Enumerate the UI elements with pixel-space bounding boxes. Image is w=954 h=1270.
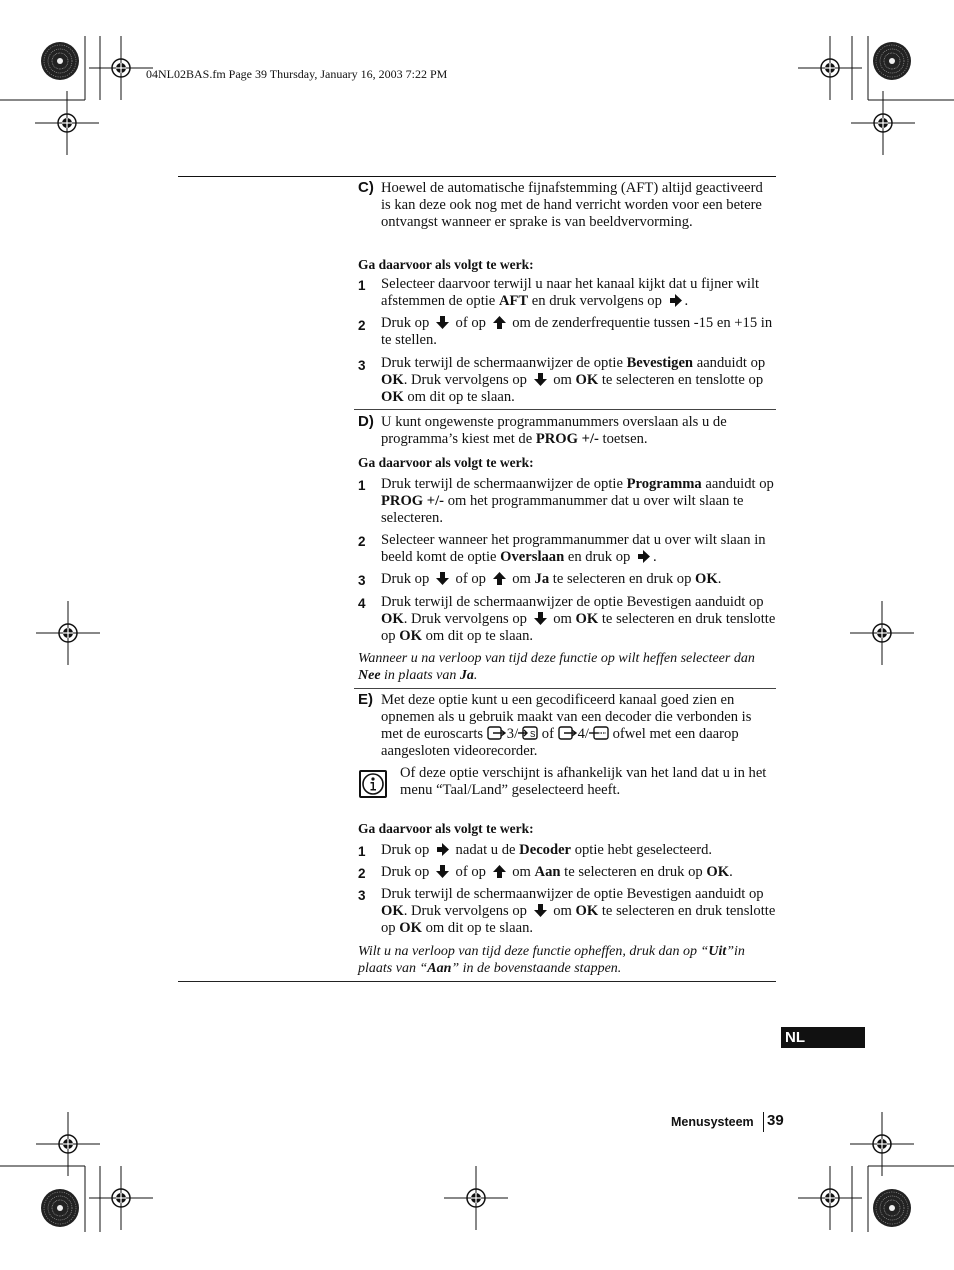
info-icon xyxy=(359,770,387,798)
step-number: 1 xyxy=(358,844,366,859)
section-divider xyxy=(354,688,776,689)
step-text: Druk terwijl de schermaanwijzer de optie Programma aanduidt op PROG +/- om het programmanummer dat u over wilt slaan te selecteren. xyxy=(381,476,774,526)
step-text: Druk op of op om Ja te selecteren en druk op OK. xyxy=(381,571,722,587)
section-d-intro: U kunt ongewenste programmanummers overslaan als u de programma’s kiest met de PROG +/- toetsen. xyxy=(381,414,727,447)
scart-s-video-icon xyxy=(518,726,538,740)
step-number: 2 xyxy=(358,318,366,333)
step-text: Druk terwijl de schermaanwijzer de optie Bevestigen aanduidt op OK. Druk vervolgens op om OK te selecteren en druk tenslotte op OK om dit op te slaan. xyxy=(381,886,776,936)
svg-text:S: S xyxy=(530,730,536,739)
top-rule xyxy=(178,176,776,177)
scart-input-icon xyxy=(558,726,578,740)
step-number: 2 xyxy=(358,866,366,881)
up-arrow-icon xyxy=(492,572,507,585)
up-arrow-icon xyxy=(492,316,507,329)
registration-cross-icon xyxy=(851,91,915,155)
registration-cross-icon xyxy=(850,601,914,665)
step-number: 3 xyxy=(358,888,366,903)
right-arrow-icon xyxy=(668,294,683,307)
registration-cross-icon xyxy=(36,601,100,665)
right-arrow-icon xyxy=(435,843,450,856)
step-number: 3 xyxy=(358,358,366,373)
down-arrow-icon xyxy=(435,572,450,585)
language-tab: NL xyxy=(781,1027,865,1048)
scart-decoder-icon xyxy=(589,726,609,740)
step-number: 2 xyxy=(358,534,366,549)
section-d-note: Wanneer u na verloop van tijd deze functie op wilt heffen selecteer dan Nee in plaats van Ja. xyxy=(358,651,755,683)
section-divider xyxy=(354,409,776,410)
registration-star-icon xyxy=(41,42,79,80)
step-text: Druk terwijl de schermaanwijzer de optie Bevestigen aanduidt op OK. Druk vervolgens op om OK te selecteren en druk tenslotte op OK om dit op te slaan. xyxy=(381,594,776,644)
guide-label: Ga daarvoor als volgt te werk: xyxy=(358,821,534,836)
step-number: 1 xyxy=(358,278,366,293)
step-text: Druk terwijl de schermaanwijzer de optie Bevestigen aanduidt op OK. Druk vervolgens op om OK te selecteren en tenslotte op OK om dit op te slaan. xyxy=(381,355,766,405)
page-number: 39 xyxy=(767,1112,784,1129)
guide-label: Ga daarvoor als volgt te werk: xyxy=(358,455,534,470)
section-c-intro: Hoewel de automatische fijnafstemming (AFT) altijd geactiveerd is kan deze ook nog met de hand verricht worden voor een betere ontvangst wanneer er sprake is van beeldvervorming. xyxy=(381,180,763,230)
section-c-letter: C) xyxy=(358,179,374,196)
registration-star-icon xyxy=(873,42,911,80)
file-header: 04NL02BAS.fm Page 39 Thursday, January 16, 2003 7:22 PM xyxy=(146,67,448,81)
down-arrow-icon xyxy=(435,865,450,878)
registration-cross-icon xyxy=(444,1166,508,1230)
step-text: Selecteer wanneer het programmanummer dat u over wilt slaan in beeld komt de optie Overslaan en druk op . xyxy=(381,532,766,565)
registration-cross-icon xyxy=(35,91,99,155)
guide-label: Ga daarvoor als volgt te werk: xyxy=(358,257,534,272)
step-number: 4 xyxy=(358,596,366,611)
registration-cross-icon xyxy=(89,36,153,100)
registration-star-icon xyxy=(41,1189,79,1227)
registration-star-icon xyxy=(873,1189,911,1227)
section-d-letter: D) xyxy=(358,413,374,430)
section-e-intro: Met deze optie kunt u een gecodificeerd kanaal goed zien en opnemen als u gebruik maakt van een decoder die verbonden is met de euroscarts 3/ S of 4/ ofwel met een daarop aangesloten videorecorder. xyxy=(381,692,752,759)
step-number: 3 xyxy=(358,573,366,588)
step-number: 1 xyxy=(358,478,366,493)
step-text: Druk op of op om de zenderfrequentie tussen -15 en +15 in te stellen. xyxy=(381,315,773,348)
down-arrow-icon xyxy=(533,904,548,917)
registration-cross-icon xyxy=(89,1166,153,1230)
down-arrow-icon xyxy=(533,612,548,625)
right-arrow-icon xyxy=(636,550,651,563)
scart-input-icon xyxy=(487,726,507,740)
bottom-rule xyxy=(178,981,776,982)
footer-divider xyxy=(763,1112,764,1132)
section-e-letter: E) xyxy=(358,691,373,708)
step-text: Selecteer daarvoor terwijl u naar het kanaal kijkt dat u fijner wilt afstemmen de optie AFT en druk vervolgens op . xyxy=(381,276,760,309)
down-arrow-icon xyxy=(435,316,450,329)
section-e-note: Wilt u na verloop van tijd deze functie opheffen, druk dan op “Uit”in plaats van “Aan” in de bovenstaande stappen. xyxy=(358,944,745,976)
up-arrow-icon xyxy=(492,865,507,878)
step-text: Druk op nadat u de Decoder optie hebt geselecteerd. xyxy=(381,842,713,858)
step-text: Druk op of op om Aan te selecteren en druk op OK. xyxy=(381,864,733,880)
info-note: Of deze optie verschijnt is afhankelijk van het land dat u in het menu “Taal/Land” geselecteerd heeft. xyxy=(400,765,767,798)
footer-section-title: Menusysteem xyxy=(671,1115,754,1129)
down-arrow-icon xyxy=(533,373,548,386)
